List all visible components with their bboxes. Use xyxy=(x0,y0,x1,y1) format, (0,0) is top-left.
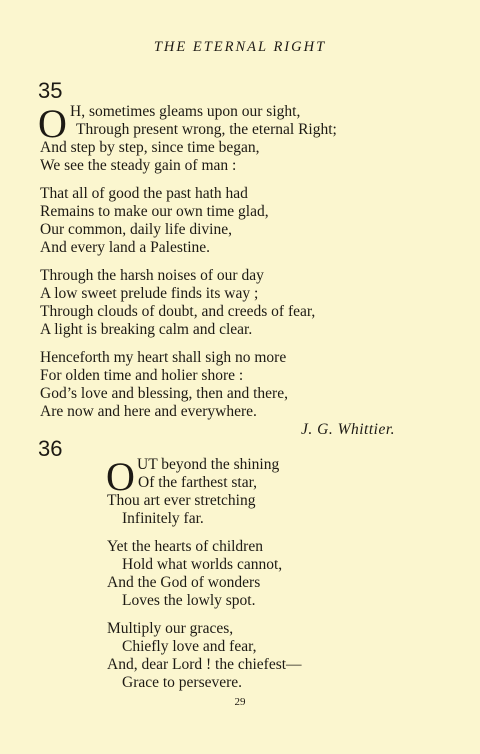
verse-line: Remains to make our own time glad, xyxy=(40,203,269,220)
hymn-number-35: 35 xyxy=(38,78,63,103)
verse-line: A low sweet prelude finds its way ; xyxy=(40,285,259,302)
page-number: 29 xyxy=(234,696,246,708)
verse-line: Chiefly love and fear, xyxy=(122,638,257,655)
verse-line: Henceforth my heart shall sigh no more xyxy=(40,349,287,366)
verse-line: Are now and here and everywhere. xyxy=(40,403,257,420)
running-head: THE ETERNAL RIGHT xyxy=(153,39,327,55)
verse-line: Of the farthest star, xyxy=(138,474,258,491)
drop-cap-36: O xyxy=(106,454,135,499)
verse-line: God’s love and blessing, then and there, xyxy=(40,385,288,402)
verse-line: Thou art ever stretching xyxy=(107,492,256,509)
verse-line: Loves the lowly spot. xyxy=(122,592,256,609)
verse-line: For olden time and holier shore : xyxy=(40,367,244,384)
verse-line: UT beyond the shining xyxy=(137,456,280,473)
drop-cap-35: O xyxy=(38,101,67,146)
verse-line: Yet the hearts of children xyxy=(107,538,263,555)
verse-line: Infinitely far. xyxy=(122,510,204,527)
verse-line: That all of good the past hath had xyxy=(40,185,248,202)
verse-line: And every land a Palestine. xyxy=(40,239,211,256)
hymn-number-36: 36 xyxy=(38,436,63,461)
verse-line: And step by step, since time began, xyxy=(40,139,260,156)
verse-line: Hold what worlds cannot, xyxy=(122,556,283,573)
verse-line: H, sometimes gleams upon our sight, xyxy=(70,103,301,120)
verse-line: Through present wrong, the eternal Right; xyxy=(76,121,337,138)
verse-line: Through the harsh noises of our day xyxy=(40,267,264,284)
verse-line: Grace to persevere. xyxy=(122,674,243,691)
verse-line: Our common, daily life divine, xyxy=(40,221,232,238)
verse-line: Multiply our graces, xyxy=(107,620,234,637)
verse-line: We see the steady gain of man : xyxy=(40,157,237,174)
author-attribution: J. G. Whittier. xyxy=(301,421,396,438)
verse-line: And, dear Lord ! the chiefest— xyxy=(107,656,302,673)
verse-line: Through clouds of doubt, and creeds of fear, xyxy=(40,303,316,320)
verse-line: A light is breaking calm and clear. xyxy=(40,321,253,338)
verse-line: And the God of wonders xyxy=(107,574,261,591)
